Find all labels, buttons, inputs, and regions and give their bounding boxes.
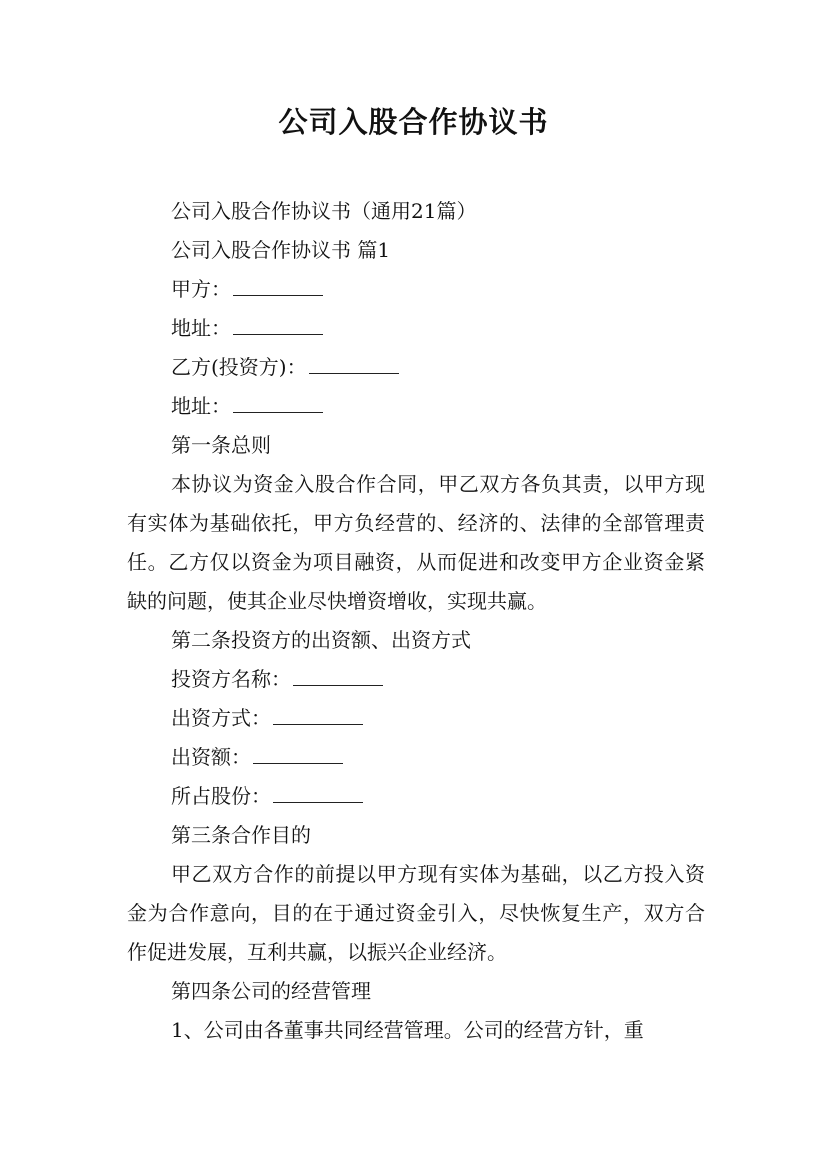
address-b-blank [233,390,323,413]
article-3-text: 甲乙双方合作的前提以甲方现有实体为基础，以乙方投入资金为合作意向，目的在于通过资金引入，尽快恢复生产，双方合作促进发展，互利共赢，以振兴企业经济。 [127,862,705,964]
investor-name-line [127,660,705,699]
party-b-blank [309,351,399,374]
address-a-label: 地址： [171,316,231,340]
article-1-text: 本协议为资金入股合作合同，甲乙双方各负其责，以甲方现有实体为基础依托，甲方负经营的、经济的、法律的全部管理责任。乙方仅以资金为项目融资，从而促进和改变甲方企业资金紧缺的问题，使其企业尽快增资增收，实现共赢。 [127,472,705,613]
invest-amount-blank [253,741,343,764]
article-2-heading: 第二条投资方的出资额、出资方式 [171,628,471,652]
article-1-heading: 第一条总则 [171,433,271,457]
share-label: 所占股份： [171,784,271,808]
share-line [127,777,705,816]
article-3-heading: 第三条合作目的 [171,823,311,847]
article-4-heading: 第四条公司的经营管理 [171,979,371,1003]
party-b-line [127,348,705,387]
address-a-blank [233,312,323,335]
invest-method-label: 出资方式： [171,706,271,730]
document-title: 公司入股合作协议书 [278,105,549,139]
invest-method-line [127,699,705,738]
investor-name-blank [293,663,383,686]
party-a-line [127,270,705,309]
party-a-blank [233,273,323,296]
invest-amount-label: 出资额： [171,745,251,769]
party-b-label: 乙方(投资方)： [171,355,307,379]
document-body [127,192,705,1050]
investor-name-label: 投资方名称： [171,667,291,691]
party-a-label: 甲方： [171,277,231,301]
article-4-item-1: 1、公司由各董事共同经营管理。公司的经营方针，重 [171,1018,644,1042]
invest-amount-line [127,738,705,777]
address-a-line [127,309,705,348]
address-b-line [127,387,705,426]
share-blank [273,780,363,803]
address-b-label: 地址： [171,394,231,418]
part-heading: 公司入股合作协议书 篇1 [171,238,391,262]
invest-method-blank [273,702,363,725]
subtitle-line: 公司入股合作协议书（通用21篇） [171,199,477,223]
